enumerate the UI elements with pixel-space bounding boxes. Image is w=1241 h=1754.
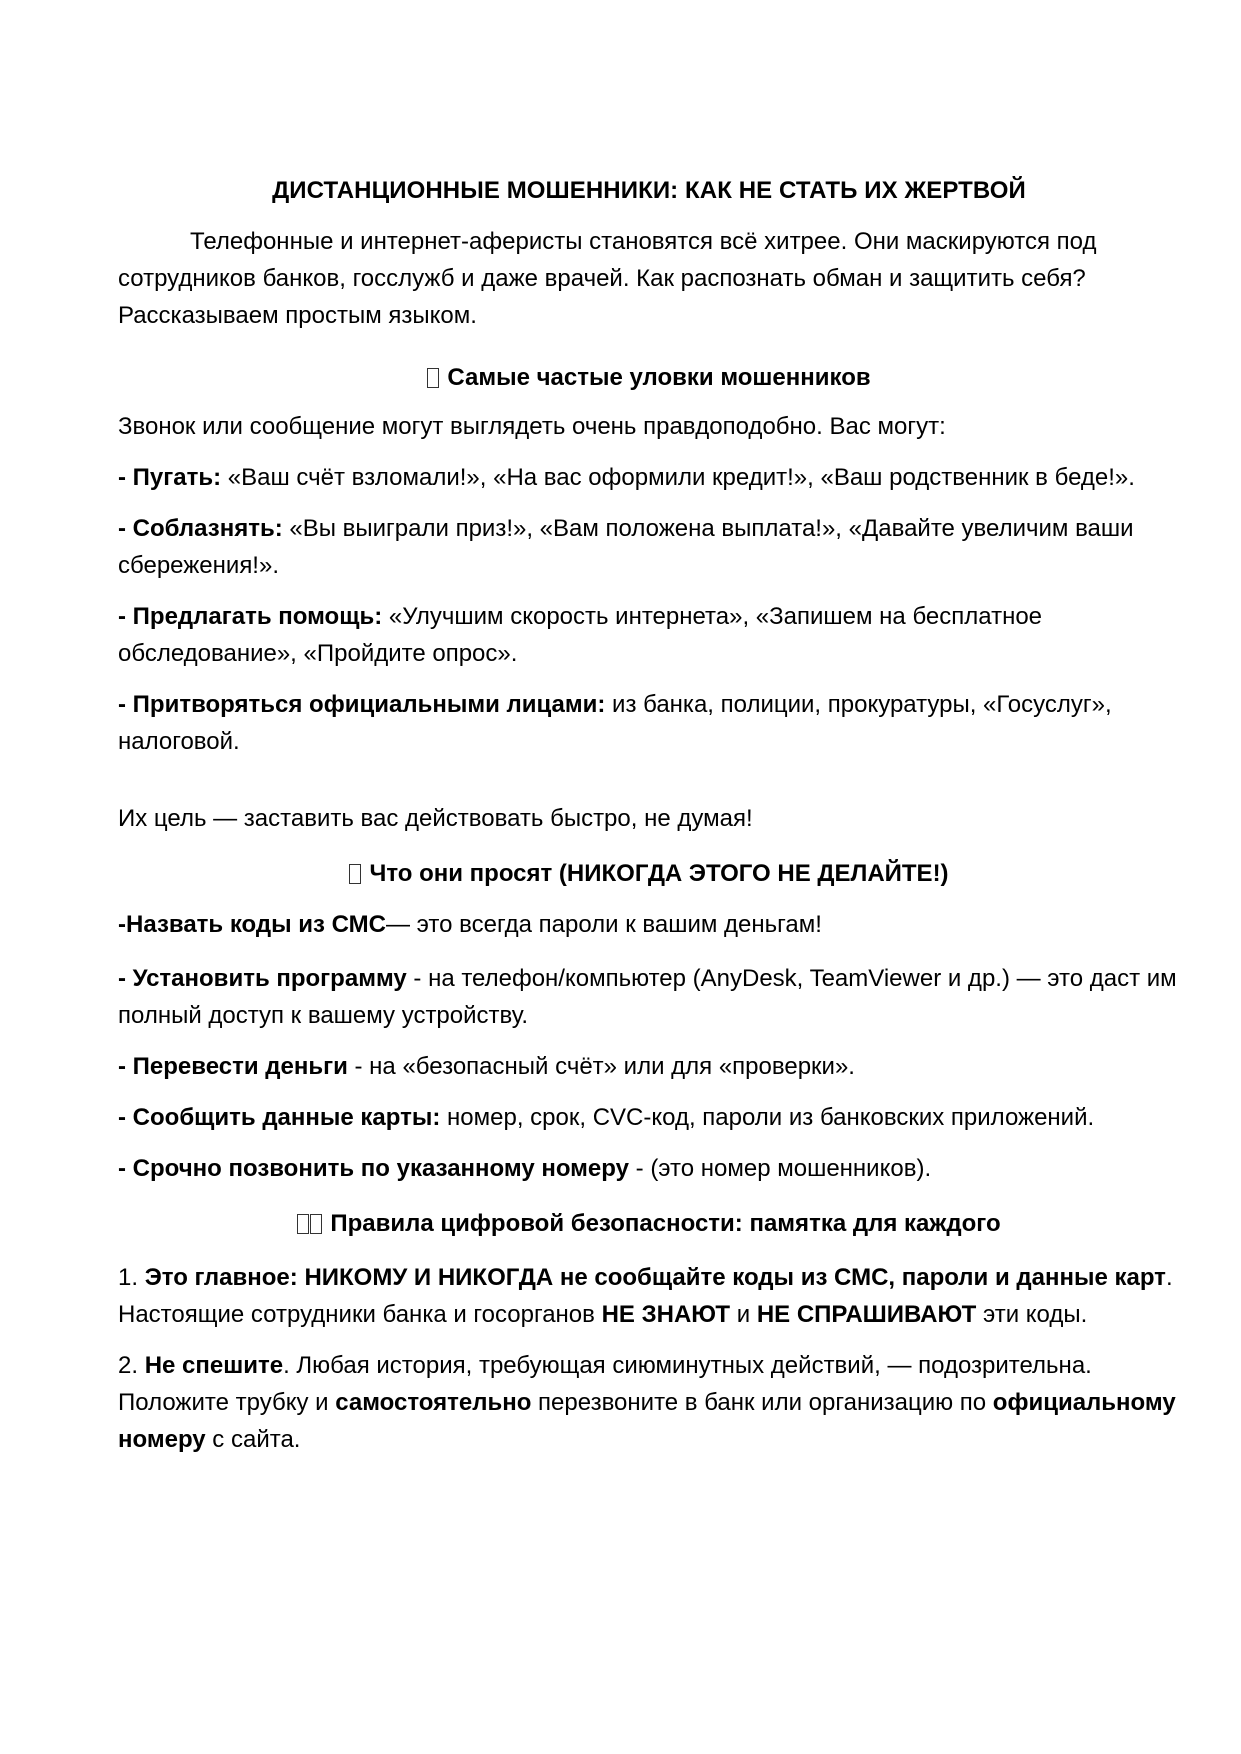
rule-text: . Настоящие сотрудники банка и госорганов <box>118 1264 1173 1328</box>
rule-text: . Любая история, требующая сиюминутных действий, — подозрительна. Положите трубку и <box>118 1352 1092 1416</box>
item-text: - (это номер мошенников). <box>628 1155 932 1182</box>
item-text: - на телефон/компьютер (AnyDesk, TeamViewer и др.) — это даст им полный доступ к вашему устройству. <box>118 965 1177 1029</box>
list-item <box>118 1048 1180 1085</box>
rule-emphasis: НЕ СПРАШИВАЮТ <box>756 1301 977 1328</box>
item-text: «Улучшим скорость интернета», «Запишем на бесплатное обследование», «Пройдите опрос». <box>118 603 1043 667</box>
section3-heading-text: Правила цифровой безопасности: памятка для каждого <box>330 1210 1001 1237</box>
rule-number: 1. <box>118 1264 145 1291</box>
item-term: - Пугать: <box>118 464 222 491</box>
document-content <box>118 172 1180 1458</box>
item-term: -Назвать коды из СМС <box>118 911 386 938</box>
list-item <box>118 1099 1180 1136</box>
rule-emphasis: официальному номеру <box>118 1389 1176 1453</box>
list-item <box>118 510 1180 584</box>
section1-conclusion: Их цель — заставить вас действовать быстро, не думая! <box>118 805 753 832</box>
rule-number: 2. <box>118 1352 145 1379</box>
item-text: номер, срок, CVC-код, пароли из банковских приложений. <box>440 1104 1095 1131</box>
section1-lead: Звонок или сообщение могут выглядеть очень правдоподобно. Вас могут: <box>118 413 946 440</box>
item-text: из банка, полиции, прокуратуры, «Госуслуг», налоговой. <box>118 691 1112 755</box>
item-text: — это всегда пароли к вашим деньгам! <box>385 911 822 938</box>
rule-text: перезвоните в банк или организацию по <box>531 1389 993 1416</box>
section2-heading-text: Что они просят (НИКОГДА ЭТОГО НЕ ДЕЛАЙТЕ!) <box>369 860 949 887</box>
section2-heading <box>118 855 1180 892</box>
list-item <box>118 1150 1180 1187</box>
rule-emphasis: Это главное: НИКОМУ И НИКОГДА не сообщайте коды из СМС, пароли и данные карт <box>144 1264 1166 1291</box>
list-item <box>118 598 1180 672</box>
rule-emphasis: НЕ ЗНАЮТ <box>601 1301 731 1328</box>
rule-text: с сайта. <box>205 1426 301 1453</box>
item-text: - на «безопасный счёт» или для «проверки». <box>347 1053 855 1080</box>
rule-emphasis: Не спешите <box>144 1352 284 1379</box>
section3-heading <box>118 1205 1180 1242</box>
missing-glyph-icon <box>310 1214 322 1234</box>
missing-glyph-icon <box>297 1214 309 1234</box>
item-term: - Соблазнять: <box>118 515 283 542</box>
rule-item <box>118 1347 1180 1458</box>
item-term: - Притворяться официальными лицами: <box>118 691 606 718</box>
rule-emphasis: самостоятельно <box>335 1389 532 1416</box>
rule-item <box>118 1259 1180 1333</box>
item-term: - Перевести деньги <box>118 1053 348 1080</box>
missing-glyph-icon <box>427 368 439 388</box>
list-item <box>118 459 1180 496</box>
item-term: - Срочно позвонить по указанному номеру <box>118 1155 629 1182</box>
list-item <box>118 686 1180 760</box>
item-text: «Ваш счёт взломали!», «На вас оформили кредит!», «Ваш родственник в беде!». <box>221 464 1135 491</box>
list-item <box>118 960 1180 1034</box>
document-title: ДИСТАНЦИОННЫЕ МОШЕННИКИ: КАК НЕ СТАТЬ ИХ ЖЕРТВОЙ <box>272 177 1026 204</box>
item-term: - Установить программу <box>118 965 407 992</box>
section1-heading <box>118 359 1180 396</box>
missing-glyph-icon <box>349 864 361 884</box>
item-term: - Предлагать помощь: <box>118 603 383 630</box>
item-text: «Вы выиграли приз!», «Вам положена выплата!», «Давайте увеличим ваши сбережения!». <box>118 515 1134 579</box>
rule-text: эти коды. <box>976 1301 1088 1328</box>
item-term: - Сообщить данные карты: <box>118 1104 441 1131</box>
list-item <box>118 906 1180 943</box>
section1-heading-text: Самые частые уловки мошенников <box>447 364 871 391</box>
intro-paragraph: Телефонные и интернет-аферисты становятся всё хитрее. Они маскируются под сотрудников банков, госслужб и даже врачей. Как распознать обман и защитить себя? Рассказываем простым языком. <box>118 228 1097 329</box>
rule-text: и <box>730 1301 757 1328</box>
